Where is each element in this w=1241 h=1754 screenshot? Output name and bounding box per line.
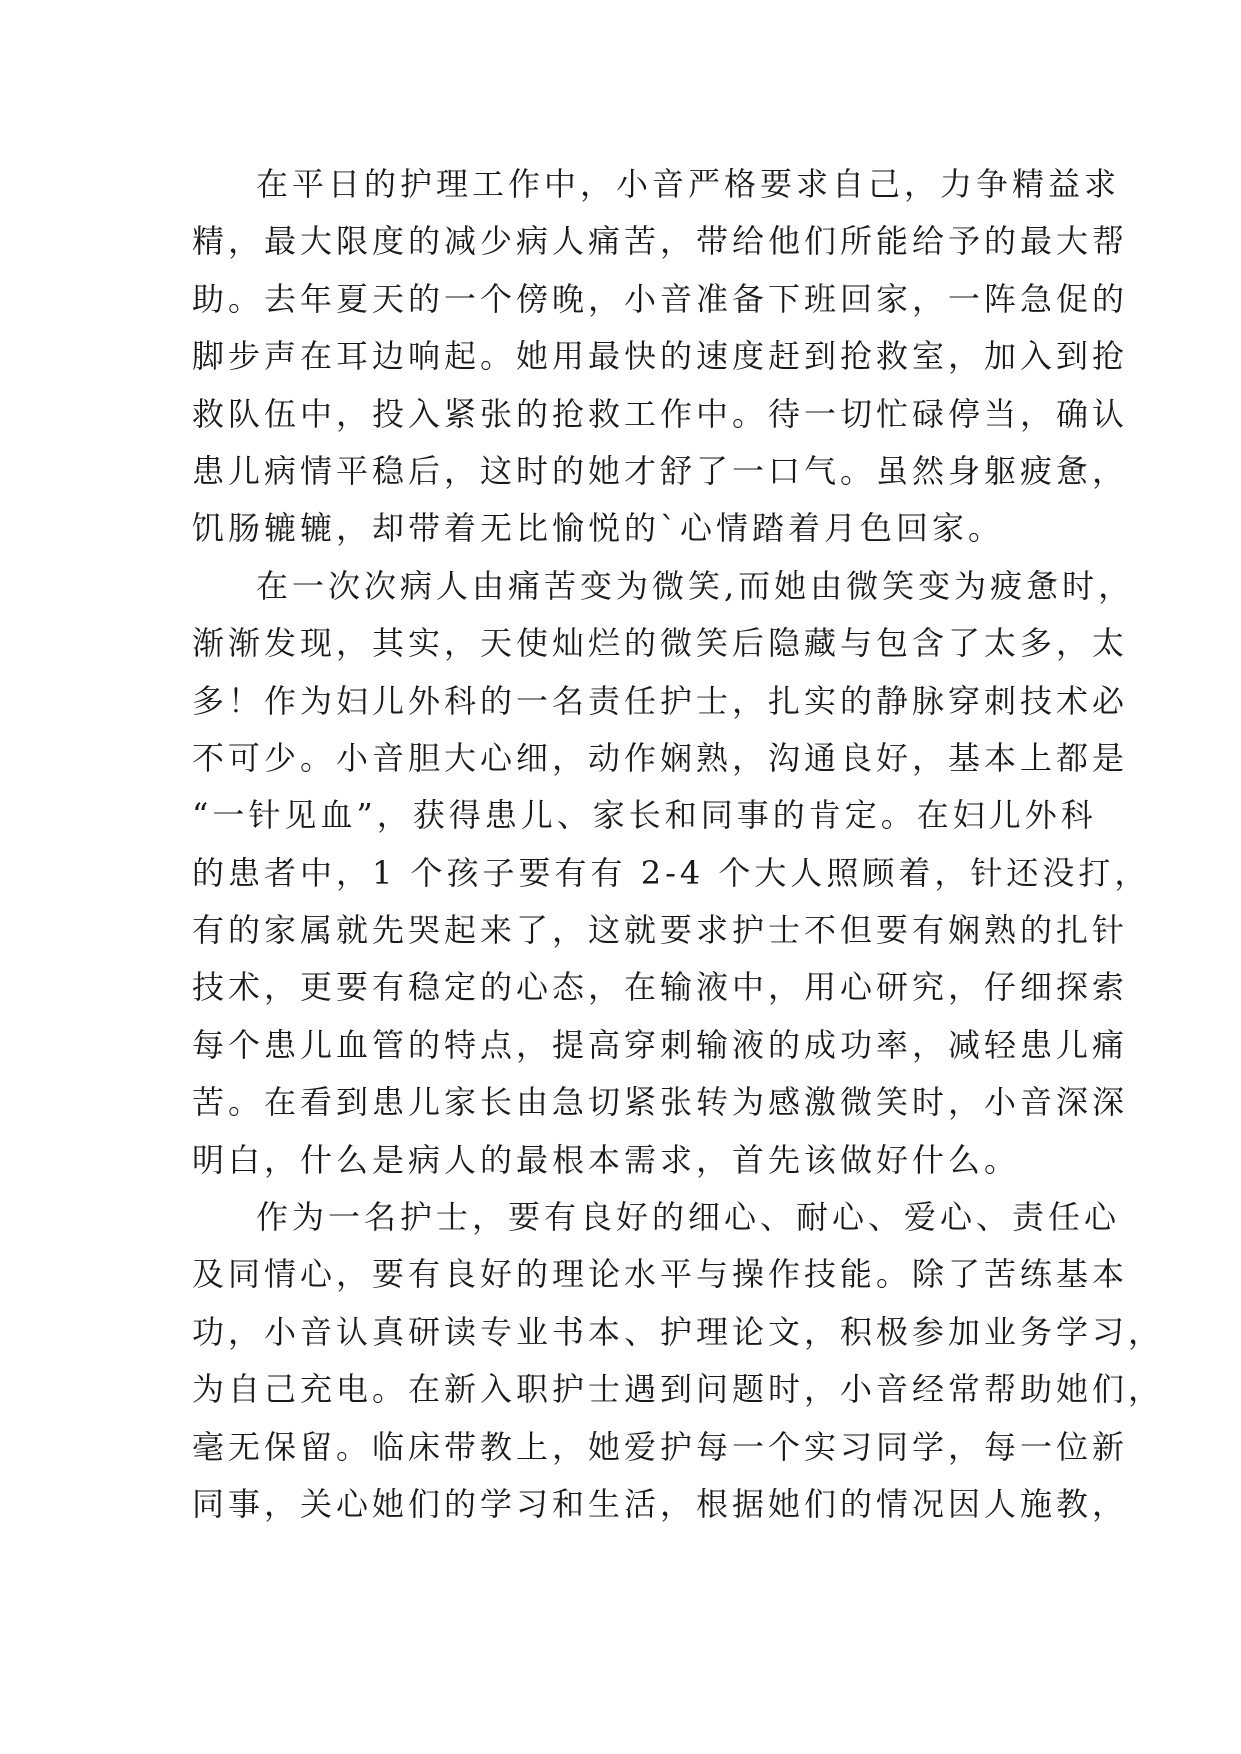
paragraph-line: 助。去年夏天的一个傍晚，小音准备下班回家，一阵急促的 [192, 279, 1129, 318]
document-body [192, 156, 1165, 1533]
paragraph-line: 精，最大限度的减少病人痛苦，带给他们所能给予的最大帮 [192, 222, 1129, 261]
paragraph-line: 患儿病情平稳后，这时的她才舒了一口气。虽然身躯疲惫， [192, 451, 1129, 490]
paragraph-line: 同事，关心她们的学习和生活，根据她们的情况因人施教， [192, 1484, 1129, 1523]
paragraph-line: 在平日的护理工作中，小音严格要求自己，力争精益求 [256, 165, 1121, 203]
paragraph-line: 多！作为妇儿外科的一名责任护士，扎实的静脉穿刺技术必 [192, 681, 1129, 720]
paragraph-line: 功，小音认真研读专业书本、护理论文，积极参加业务学习， [192, 1312, 1165, 1351]
paragraph-line: 为自己充电。在新入职护士遇到问题时，小音经常帮助她们， [192, 1370, 1165, 1409]
paragraph-line: 饥肠辘辘，却带着无比愉悦的`心情踏着月色回家。 [192, 509, 1005, 548]
paragraph-line: 有的家属就先哭起来了，这就要求护士不但要有娴熟的扎针 [192, 911, 1129, 950]
paragraph-line: 作为一名护士，要有良好的细心、耐心、爱心、责任心 [256, 1198, 1121, 1237]
paragraph-line: 明白，什么是病人的最根本需求，首先该做好什么。 [192, 1140, 1021, 1179]
paragraph-line: 的患者中，1 个孩子要有有 2-4 个大人照顾着，针还没打， [192, 853, 1151, 892]
paragraph-line: 毫无保留。临床带教上，她爱护每一个实习同学，每一位新 [192, 1427, 1129, 1466]
paragraph-line: 及同情心，要有良好的理论水平与操作技能。除了苦练基本 [192, 1255, 1129, 1294]
paragraph-line: 脚步声在耳边响起。她用最快的速度赶到抢救室，加入到抢 [192, 337, 1129, 376]
paragraph-line: “一针见血”，获得患儿、家长和同事的肯定。在妇儿外科 [192, 796, 1097, 835]
paragraph-line: 每个患儿血管的特点，提高穿刺输液的成功率，减轻患儿痛 [192, 1025, 1129, 1064]
paragraph-line: 不可少。小音胆大心细，动作娴熟，沟通良好，基本上都是 [192, 738, 1129, 777]
paragraph-line: 技术，更要有稳定的心态，在输液中，用心研究，仔细探索 [192, 968, 1129, 1007]
paragraph-line: 渐渐发现，其实，天使灿烂的微笑后隐藏与包含了太多，太 [192, 624, 1129, 663]
paragraph-line: 救队伍中，投入紧张的抢救工作中。待一切忙碌停当，确认 [192, 394, 1129, 433]
paragraph-line: 在一次次病人由痛苦变为微笑,而她由微笑变为疲惫时， [256, 566, 1135, 605]
paragraph-line: 苦。在看到患儿家长由急切紧张转为感激微笑时，小音深深 [192, 1083, 1129, 1122]
